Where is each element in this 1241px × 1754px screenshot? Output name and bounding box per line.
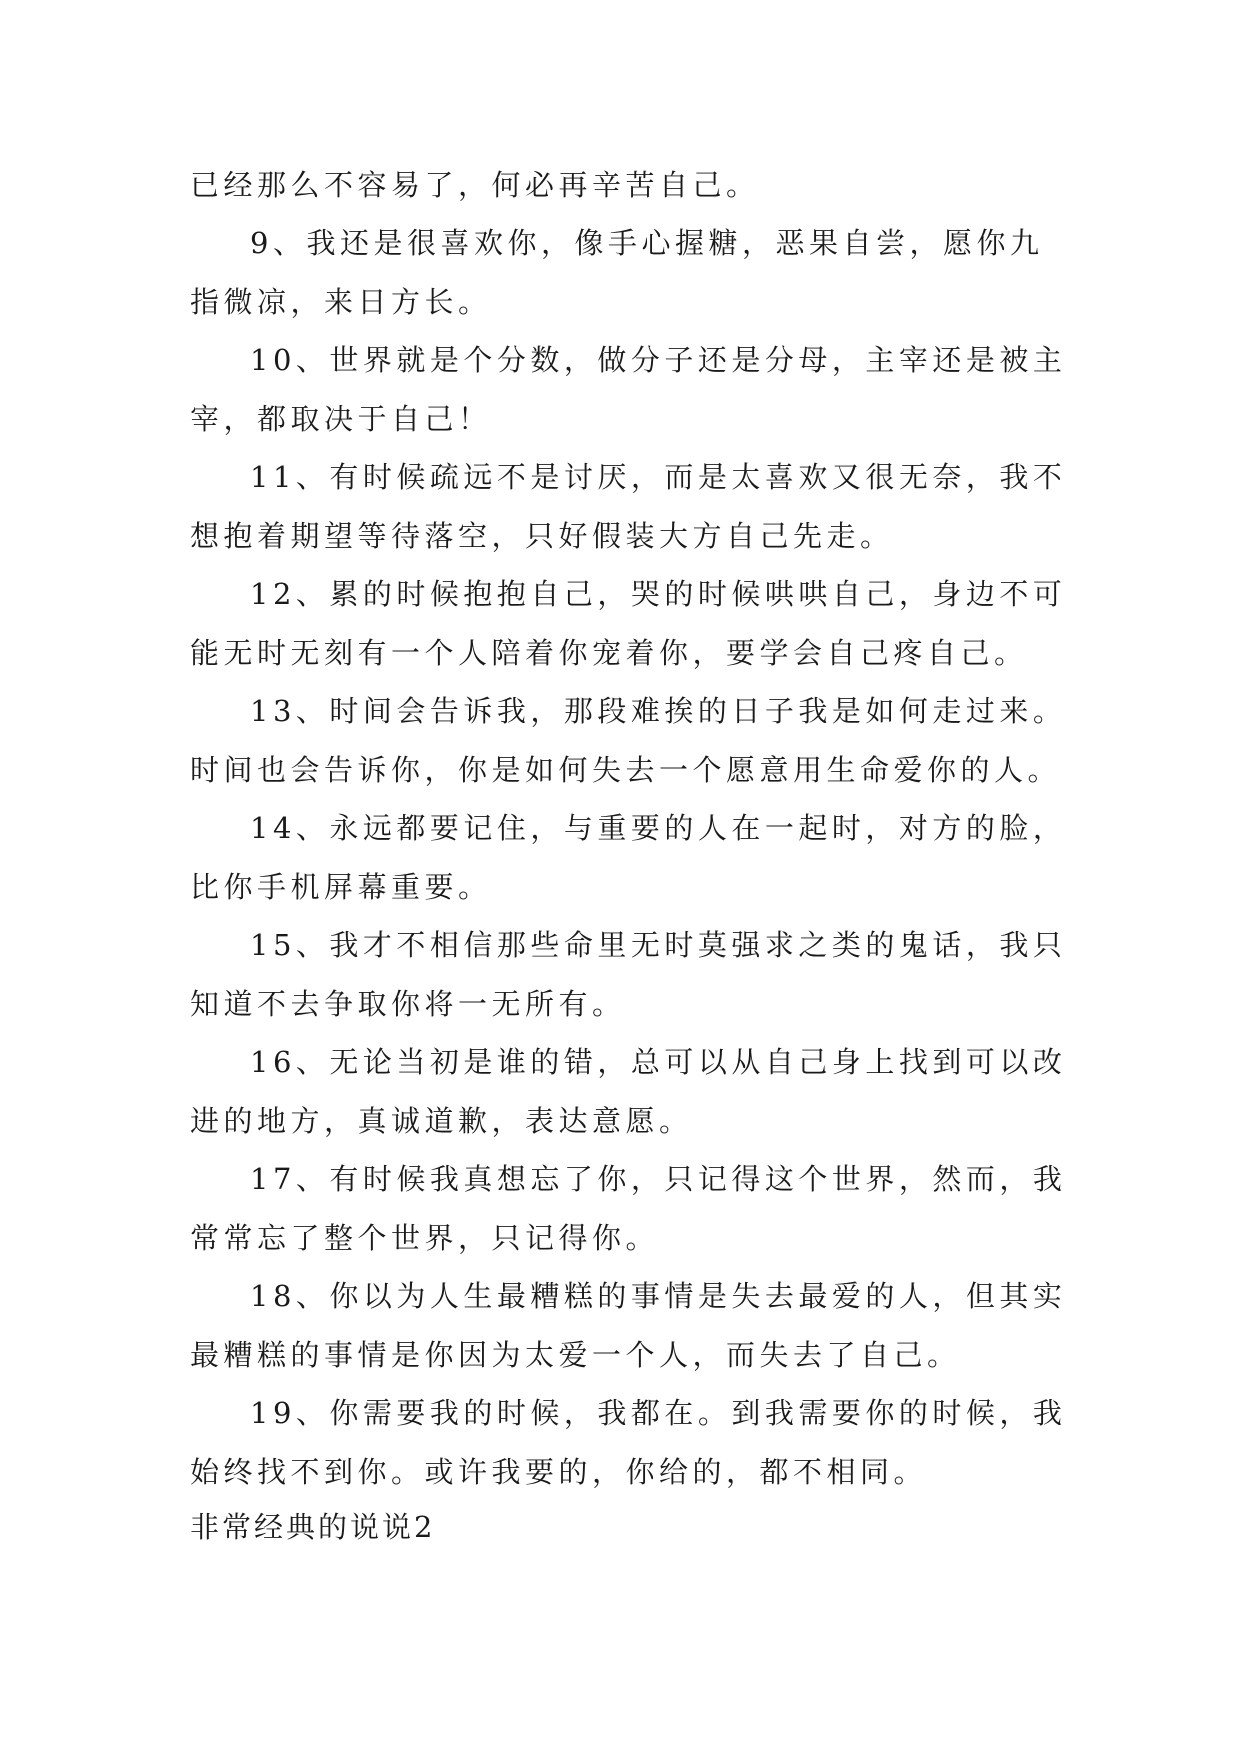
paragraph-line: 13、时间会告诉我，那段难挨的日子我是如何走过来。 xyxy=(250,694,1067,728)
paragraph-line: 15、我才不相信那些命里无时莫强求之类的鬼话，我只 xyxy=(250,928,1067,962)
paragraph-line: 19、你需要我的时候，我都在。到我需要你的时候，我 xyxy=(250,1396,1067,1430)
paragraph-line: 知道不去争取你将一无所有。 xyxy=(190,987,626,1021)
paragraph-line: 能无时无刻有一个人陪着你宠着你，要学会自己疼自己。 xyxy=(190,636,1028,670)
paragraph-line: 时间也会告诉你，你是如何失去一个愿意用生命爱你的人。 xyxy=(190,753,1062,787)
paragraph-line: 10、世界就是个分数，做分子还是分母，主宰还是被主 xyxy=(250,343,1067,377)
section-heading: 非常经典的说说2 xyxy=(190,1510,436,1544)
paragraph-line: 最糟糕的事情是你因为太爱一个人，而失去了自己。 xyxy=(190,1338,961,1372)
paragraph-line: 常常忘了整个世界，只记得你。 xyxy=(190,1221,660,1255)
paragraph-line: 12、累的时候抱抱自己，哭的时候哄哄自己，身边不可 xyxy=(250,577,1067,611)
paragraph-line: 18、你以为人生最糟糕的事情是失去最爱的人，但其实 xyxy=(250,1279,1067,1313)
paragraph-line: 9、我还是很喜欢你，像手心握糖，恶果自尝，愿你九 xyxy=(250,226,1044,260)
paragraph-line: 进的地方，真诚道歉，表达意愿。 xyxy=(190,1104,693,1138)
paragraph-line: 指微凉，来日方长。 xyxy=(190,285,492,319)
paragraph-line: 比你手机屏幕重要。 xyxy=(190,870,492,904)
paragraph-line: 想抱着期望等待落空，只好假装大方自己先走。 xyxy=(190,519,894,553)
paragraph-line: 始终找不到你。或许我要的，你给的，都不相同。 xyxy=(190,1455,928,1489)
paragraph-line: 16、无论当初是谁的错，总可以从自己身上找到可以改 xyxy=(250,1045,1067,1079)
paragraph-line: 17、有时候我真想忘了你，只记得这个世界，然而，我 xyxy=(250,1162,1067,1196)
paragraph-line: 11、有时候疏远不是讨厌，而是太喜欢又很无奈，我不 xyxy=(250,460,1067,494)
paragraph-line: 已经那么不容易了，何必再辛苦自己。 xyxy=(190,168,760,202)
paragraph-line: 宰，都取决于自己！ xyxy=(190,402,492,436)
paragraph-line: 14、永远都要记住，与重要的人在一起时，对方的脸， xyxy=(250,811,1067,845)
